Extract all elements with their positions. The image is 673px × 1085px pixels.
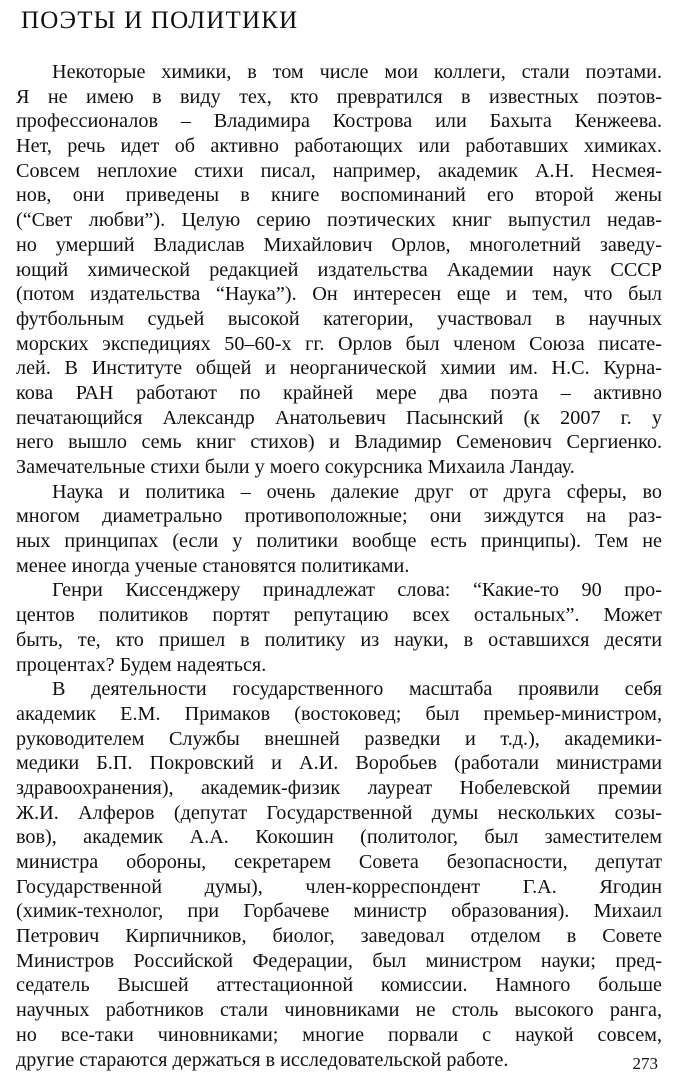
- text-line: но умерший Владислав Михайлович Орлов, многолетний заведу-: [16, 233, 662, 256]
- text-line: Петрович Кирпичников, биолог, заведовал отделом в Совете: [16, 925, 662, 948]
- text-line: Я не имею в виду тех, кто превратился в известных поэтов-: [16, 85, 662, 108]
- paragraph: [16, 677, 662, 1072]
- text-line: седатель Высшей аттестационной комиссии. Намного больше: [16, 974, 662, 997]
- text-line: В деятельности государственного масштаба проявили себя: [52, 678, 662, 701]
- text-line: научных работников стали чиновниками не столь высокого ранга,: [16, 999, 662, 1022]
- text-line: медики Б.П. Покровский и А.И. Воробьев (работали министрами: [16, 752, 662, 775]
- text-line: Министров Российской Федерации, был министром науки; пред-: [16, 949, 662, 972]
- text-line: здравоохранения), академик-физик лауреат Нобелевской премии: [16, 776, 662, 799]
- text-line: (химик-технолог, при Горбачеве министр образования). Михаил: [16, 900, 662, 923]
- text-line: Генри Киссенджеру принадлежат слова: “Какие-то 90 про-: [52, 579, 662, 602]
- text-line: Наука и политика – очень далекие друг от друга сферы, во: [52, 480, 662, 503]
- text-line: министра обороны, секретарем Совета безопасности, депутат: [16, 851, 662, 873]
- text-line: футбольным судьей высокой категории, участвовал в научных: [16, 307, 662, 330]
- text-line: Нет, речь идет об активно работающих или работавших химиках.: [16, 135, 662, 158]
- text-line: вов), академик А.А. Кокошин (политолог, был заместителем: [16, 826, 662, 849]
- text-line: (“Свет любви”). Целую серию поэтических книг выпустил недав-: [16, 209, 662, 232]
- text-line: (потом издательства “Наука”). Он интересен еще и тем, что был: [16, 283, 662, 306]
- body-text: [16, 60, 662, 1072]
- text-line: морских экспедициях 50–60-х гг. Орлов был членом Союза писате-: [16, 332, 662, 355]
- text-line: Государственной думы), член-корреспондент Г.А. Ягодин: [16, 875, 662, 898]
- page-number: 273: [632, 1054, 658, 1073]
- text-line: кова РАН работают по крайней мере два поэта – активно: [16, 381, 662, 404]
- text-line: быть, те, кто пришел в политику из науки, в оставшихся десяти: [16, 628, 662, 651]
- text-line: профессионалов – Владимира Кострова или Бахыта Кенжеева.: [16, 110, 662, 133]
- chapter-title: ПОЭТЫ И ПОЛИТИКИ: [21, 7, 299, 34]
- text-line: Совсем неплохие стихи писал, например, академик А.Н. Несмея-: [16, 159, 662, 182]
- text-line: него вышло семь книг стихов) и Владимир Семенович Сергиенко.: [16, 431, 662, 454]
- text-line: но все-таки чиновниками; многие порвали с наукой совсем,: [16, 1023, 662, 1046]
- text-line: процентах? Будем надеяться.: [16, 653, 267, 676]
- text-line: Замечательные стихи были у моего сокурсника Михаила Ландау.: [16, 456, 575, 478]
- text-line: печатающийся Александр Анатольевич Пасынский (к 2007 г. у: [16, 406, 662, 429]
- text-line: нов, они приведены в книге воспоминаний его второй жены: [16, 184, 662, 207]
- text-line: многом диаметрально противоположные; они зиждутся на раз-: [16, 505, 662, 528]
- text-line: руководителем Службы внешней разведки и т.д.), академики-: [16, 727, 662, 750]
- paragraph: [16, 480, 662, 579]
- text-line: центов политиков портят репутацию всех остальных”. Может: [16, 604, 662, 627]
- text-line: другие стараются держаться в исследовательской работе.: [16, 1048, 509, 1071]
- text-line: лей. В Институте общей и неорганической химии им. Н.С. Курна-: [16, 357, 662, 380]
- book-page: [16, 0, 662, 1085]
- paragraph: [16, 60, 662, 480]
- text-line: академик Е.М. Примаков (востоковед; был премьер-министром,: [16, 702, 662, 725]
- paragraph: [16, 578, 662, 677]
- text-line: Некоторые химики, в том числе мои коллеги, стали поэтами.: [52, 61, 662, 83]
- text-line: менее иногда ученые становятся политиками.: [16, 554, 410, 577]
- text-line: ных принципах (если у политики вообще есть принципы). Тем не: [16, 530, 662, 553]
- text-line: Ж.И. Алферов (депутат Государственной думы нескольких созы-: [16, 801, 662, 824]
- text-line: ющий химической редакцией издательства Академии наук СССР: [16, 258, 662, 281]
